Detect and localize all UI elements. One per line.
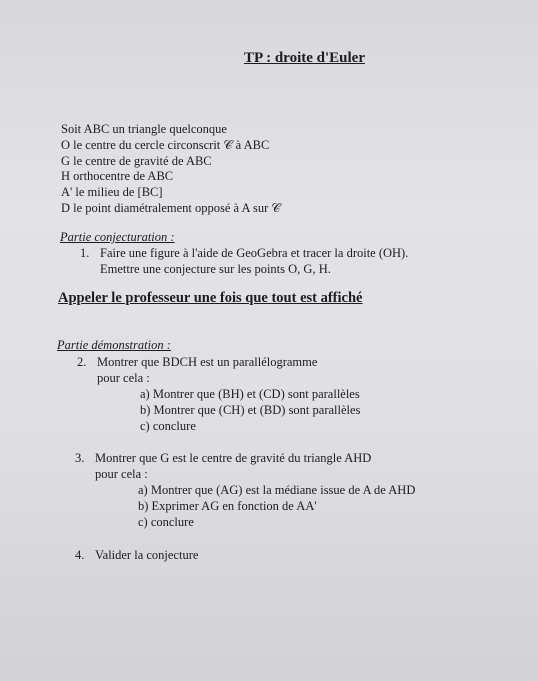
task-item-3 (75, 450, 371, 466)
section-heading-conjecturation: Partie conjecturation : (60, 230, 175, 244)
item-number: 2. (77, 355, 87, 369)
item-number: 3. (75, 451, 85, 465)
intro-line: D le point diamétralement opposé à A sur 𝒞 (61, 200, 281, 215)
sub-step: b) Montrer que (CH) et (BD) sont parallèles (140, 403, 361, 418)
item-number: 1. (80, 246, 90, 260)
section-heading-demonstration: Partie démonstration : (57, 338, 171, 352)
intro-line: G le centre de gravité de ABC (61, 153, 212, 168)
item-text: Montrer que BDCH est un parallélogramme (97, 355, 318, 369)
intro-line: O le centre du cercle circonscrit 𝒞 à ABC (61, 137, 270, 152)
item-text: Montrer que G est le centre de gravité du triangle AHD (95, 451, 372, 465)
sub-step: a) Montrer que (BH) et (CD) sont parallèles (140, 387, 360, 401)
intro-line: A' le milieu de [BC] (61, 185, 163, 200)
pour-cela-label: pour cela : (97, 371, 150, 385)
task-item-1 (80, 245, 408, 277)
sub-step-list (138, 482, 415, 531)
intro-definitions (61, 122, 280, 217)
item-text: Faire une figure à l'aide de GeoGebra et tracer la droite (OH). (100, 246, 409, 260)
call-teacher-notice: Appeler le professeur une fois que tout est affiché (58, 290, 363, 306)
pour-cela-label: pour cela : (95, 467, 148, 481)
task-item-4 (75, 547, 198, 563)
item-text-continued: Emettre une conjecture sur les points O, G, H. (100, 262, 331, 276)
sub-step: c) conclure (140, 419, 196, 434)
intro-line: Soit ABC un triangle quelconque (61, 122, 227, 136)
item-number: 4. (75, 548, 85, 562)
sub-step: c) conclure (138, 515, 194, 530)
item-text: Valider la conjecture (95, 548, 199, 562)
intro-line: H orthocentre de ABC (61, 169, 174, 184)
sub-step: b) Exprimer AG en fonction de AA' (138, 499, 317, 514)
sub-step-list (140, 386, 360, 435)
sub-step: a) Montrer que (AG) est la médiane issue de A de AHD (138, 483, 416, 497)
page-title: TP : droite d'Euler (244, 50, 365, 66)
task-item-2 (77, 354, 317, 370)
